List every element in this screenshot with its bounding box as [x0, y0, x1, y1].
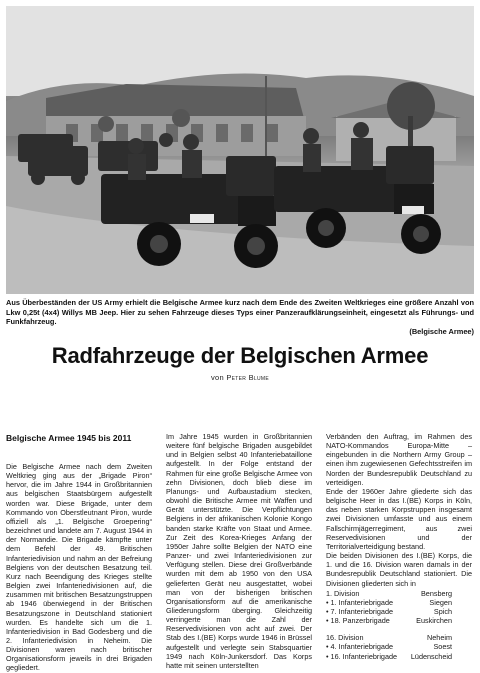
list-item: • 18. Panzerbrigade Euskirchen	[326, 616, 452, 626]
list-item: • 16. Infanteriebrigade Lüdenscheid	[326, 651, 452, 661]
caption-text: Aus Überbeständen der US Army erhielt die Belgische Armee kurz nach dem Ende des Zweiten Weltkrieges eine größere Anzahl von Lkw 0,25t (4x4) Willys MB Jeep. Hier zu sehen Fahrzeuge dieses Typs einer Panzeraufklärungseinheit, eingesetzt als Führungs- und Funkfahrzeug.	[6, 298, 474, 327]
article-photo	[6, 6, 474, 294]
caption-credit: (Belgische Armee)	[409, 326, 474, 336]
list-item: • 1. Infanteriebrigade Siegen	[326, 597, 452, 607]
list-item: • 7. Infanteriebrigade Spich	[326, 606, 452, 616]
col1-text: Die Belgische Armee nach dem Zweiten Weltkrieg ging aus der „Brigade Piron“ hervor, die im Jahre 1944 in Großbritannien aus belgischen Staatsbürgern aufgestellt worden war. Diese Brigade, unter dem Kommando von Oberstleutnant Piron, wurde offiziell als „1. Belgische Groepering“ bezeichnet und landete am 7. August 1944 in der Normandie. Die Brigade kämpfte unter dem Befehl der 49. Britischen Infanteriedivision und nahm an der Befreiung Belgiens von der deutschen Besatzung teil. Kurz nach Beendigung des Krieges stellte Belgien zwei Infanteriedivisionen auf, die zusammen mit britischen Besatzungstruppen ab 1946 überwiegend in der Britischen Besatzungszone in Deutschland stationiert wurden. Es handelte sich um die 1. Infanteriedivision in Bad Godesberg und die 2. Infanteriedivision in Neheim. Die Divisionen waren nach britischer Organisationsform jeweils in drei Brigaden gegliedert.	[6, 462, 152, 673]
list-item: 16. Division Neheim	[326, 633, 452, 643]
col3-paragraph-2: Ende der 1960er Jahre gliederte sich das belgische Heer in das I.(BE) Korps in Köln, das neben starken Korpstruppen insgesamt zwei Divisionen umfasste und aus einem Fallschirmjägerregiment, aus zwei Reservedivisionen und der Territorialverteidigung bestand.	[326, 486, 472, 551]
article-title: Radfahrzeuge der Belgischen Armee	[51, 343, 429, 368]
col3-paragraph-1: Verbänden den Auftrag, im Rahmen des NATO-Kommandos Europa-Mitte – eingebunden in die Northern Army Group – einen ihm zugewiesenen Gefechtsstreifen im Norden der Bundesrepublik Deutschland zu verteidigen.	[326, 432, 472, 487]
division-1-list	[326, 589, 472, 626]
byline-prefix: von	[210, 373, 224, 382]
col2-text: Im Jahre 1945 wurden in Großbritannien weitere fünf belgische Brigaden ausgebildet und in Belgien selbst 40 Infanteriebataillone aufgestellt. In der Folge entstand der Rahmen für eine große Belgische Armee von zehn Divisionen, doch blieb diese im Planungs- und Aufbaustadium stecken, obwohl die Britische Armee mit Waffen und Gerät unterstützte. Die Verpflichtungen Belgiens in der afrikanischen Kolonie Kongo banden starke Kräfte von Staat und Armee. Zur Zeit des Korea-Krieges Anfang der 1950er Jahre sollte Belgien der NATO eine Panzer- und zwei Infanteriedivisionen zur Verfügung stellen. Diese drei Großverbände wurden mit dem ab 1950 von den USA gelieferten Gerät neu ausgestattet, wobei man von der bisherigen britischen Organisationsform auf die amerikanische Gliederungsform überging. Gleichzeitig verringerte man die Zahl der Reservedivisionen von acht auf zwei. Der Stab des I.(BE) Korps wurde 1946 in Brüssel aufgestellt und verlegte sein Stabsquartier 1949 nach Köln-Junkersdorf. Das Korps hatte mit seinen unterstellten	[166, 432, 312, 670]
section-heading: Belgische Armee 1945 bis 2011	[6, 433, 132, 443]
col3-paragraph-3: Die beiden Divisionen des I.(BE) Korps, die 1. und die 16. Division waren damals in der Bundesrepublik Deutschland stationiert. Die Divisionen gliederten sich in	[326, 551, 472, 588]
list-item: • 4. Infanteriebrigade Soest	[326, 642, 452, 652]
byline	[0, 373, 480, 382]
photo-caption	[6, 298, 474, 336]
list-item: 1. Division Bensberg	[326, 588, 452, 598]
article-column-1	[6, 462, 152, 673]
jeeps-photo-illustration	[6, 6, 474, 294]
division-16-list	[326, 633, 472, 660]
author-name: Peter Blume	[226, 373, 269, 382]
article-column-3	[326, 432, 472, 661]
article-column-2	[166, 432, 312, 670]
